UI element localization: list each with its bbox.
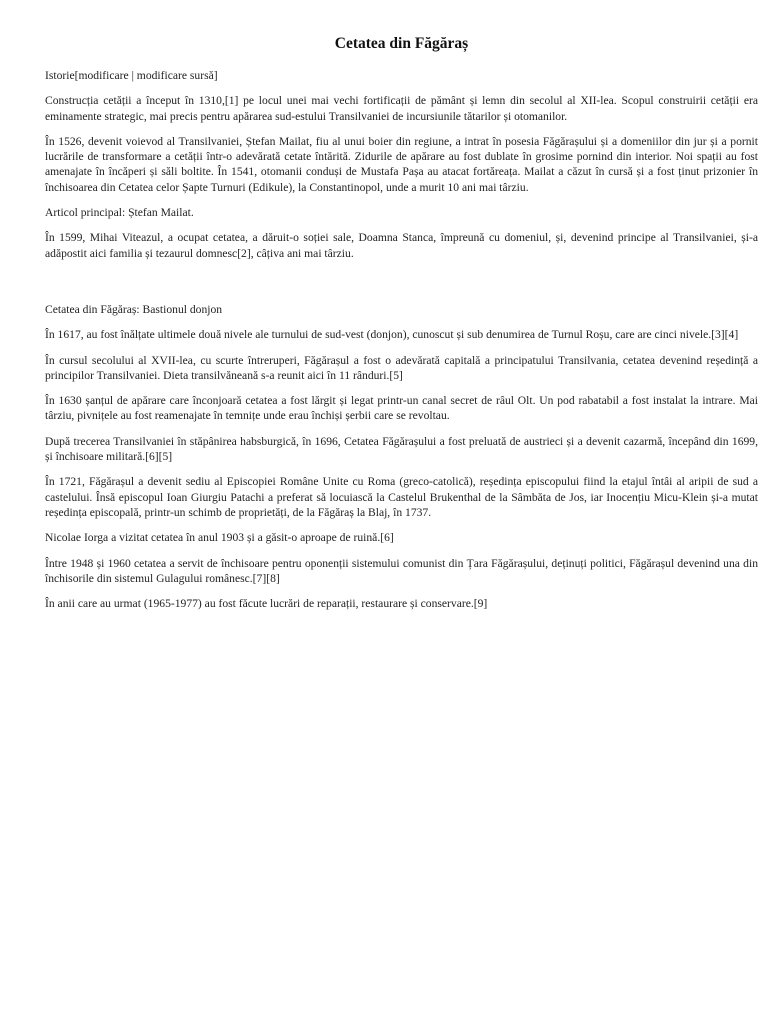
paragraph-iorga: Nicolae Iorga a vizitat cetatea în anul 1903 și a găsit-o aproape de ruină.[6]	[45, 531, 394, 545]
paragraph-construction: Construcția cetății a început în 1310,[1] pe locul unei mai vechi fortificații de pământ și lemn din secolul al XII-lea. Scopul construirii cetății era eminamente strategic, mai precis pentru apărarea sud-estului Transilvaniei de incursiunile tătarilor și otomanilor.	[45, 94, 758, 123]
paragraph-1948: Între 1948 și 1960 cetatea a servit de închisoare pentru oponenții sistemului comunist din Țara Făgărașului, deținuți politici, Făgărașul devenind una din închisorile din sistemul Gulagului românesc.[7][8]	[45, 556, 758, 585]
main-article-note: Articol principal: Ștefan Mailat.	[45, 206, 194, 220]
paragraph-1526: În 1526, devenit voievod al Transilvaniei, Ștefan Mailat, fiu al unui boier din regiune, a intrat în posesia Făgărașului și a domeniilor din jur și a pornit lucrările de transformare a cetății într-o adevărată cetate întărită. Zidurile de apărare au fost dublate în grosime pornind din interior. Noi spații au fost amenajate în încăperi și săli boltite. În 1541, otomanii conduși de Mustafa Pașa au atacat fortăreața. Mailat a căzut în cursă și a fost ținut prizonier în închisoarea din Cetatea celor Șapte Turnuri (Edikule), la Constantinopol, unde a murit 10 ani mai târziu.	[45, 134, 758, 194]
image-caption: Cetatea din Făgăraș: Bastionul donjon	[45, 302, 223, 316]
document-title: Cetatea din Făgăraș	[334, 35, 469, 52]
document-page	[45, 34, 758, 621]
paragraph-1617: În 1617, au fost înălțate ultimele două nivele ale turnului de sud-vest (donjon), cunoscut și sub denumirea de Turnul Roșu, care are cinci nivele.[3][4]	[45, 328, 739, 342]
paragraph-1599: În 1599, Mihai Viteazul, a ocupat cetatea, a dăruit-o soției sale, Doamna Stanca, împreună cu domeniul, și, devenind principe al Transilvaniei, și-a adăpostit aici familia și tezaurul domnesc[2], câțiva ani mai târziu.	[45, 231, 758, 260]
paragraph-restoration: În anii care au urmat (1965-1977) au fost făcute lucrări de reparații, restaurare și conservare.[9]	[45, 597, 488, 611]
image-gap	[45, 271, 758, 302]
paragraph-1721: În 1721, Făgărașul a devenit sediu al Episcopiei Române Unite cu Roma (greco-catolică), reședința episcopului fiind la etajul întâi al aripii de sud a castelului. Însă episcopul Ioan Giurgiu Patachi a preferat să locuiască la Castelul Brukenthal de la Sâmbăta de Jos, iar Inocențiu Micu-Klein și-a mutat reședința episcopală, printr-un schimb de proprietăți, de la Făgăraș la Blaj, în 1737.	[45, 475, 758, 519]
paragraph-habsburg: După trecerea Transilvaniei în stăpânirea habsburgică, în 1696, Cetatea Făgărașului a fost preluată de austrieci și a devenit cazarmă, începând din 1699, și închisoare militară.[6][5]	[45, 434, 758, 464]
paragraph-1630: În 1630 șanțul de apărare care înconjoară cetatea a fost lărgit și legat printr-un canal secret de râul Olt. Un pod rabatabil a fost instalat la intrare. Mai târziu, pivnițele au fost reamenajate în temnițe unde erau închiși șerbii care se revoltau.	[45, 394, 758, 423]
section-heading: Istorie[modificare | modificare sursă]	[45, 69, 218, 82]
paragraph-17th-century: În cursul secolului al XVII-lea, cu scurte întreruperi, Făgărașul a fost o adevărată capitală a principatului Transilvania, cetatea devenind reședință a principilor Transilvaniei. Dieta transilvăneană s-a reunit aici în 11 rânduri.[5]	[45, 353, 758, 382]
